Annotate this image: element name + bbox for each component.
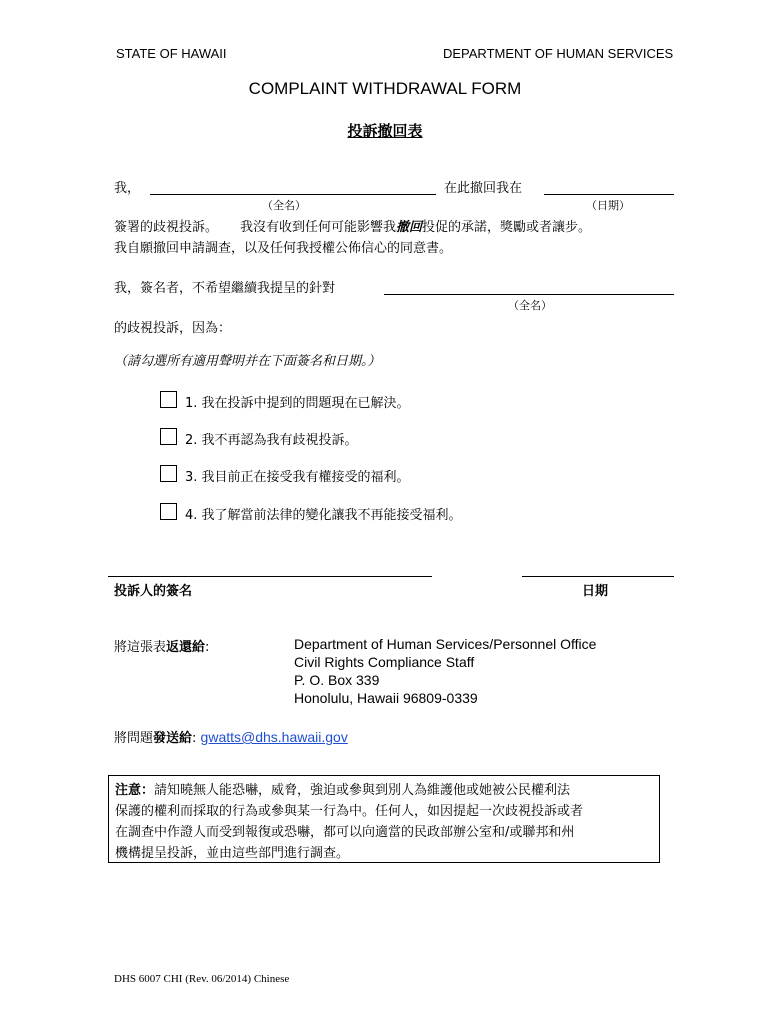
option-2-label: 2. 我不再認為我有歧視投訴。 — [185, 433, 358, 448]
address-line: P. O. Box 339 — [294, 672, 380, 688]
notice-box — [108, 775, 660, 863]
name-caption: （全名） — [262, 199, 306, 212]
page-subtitle: 投訴撤回表 — [347, 122, 423, 140]
header-department: DEPARTMENT OF HUMAN SERVICES — [443, 46, 674, 61]
return-address — [294, 635, 596, 707]
para2-name-caption: （全名） — [508, 299, 552, 312]
return-label-a: 將這張表 — [114, 640, 167, 655]
header-state: STATE OF HAWAII — [116, 46, 227, 61]
notice-label: 注意： — [115, 783, 155, 798]
page-title: COMPLAINT WITHDRAWAL FORM — [248, 79, 522, 98]
para1-line2-b: 我沒有收到任何可能影響我 — [240, 220, 397, 235]
option-4-checkbox[interactable] — [160, 503, 177, 520]
return-label-colon: : — [205, 640, 210, 655]
option-1-checkbox[interactable] — [160, 391, 177, 408]
signer-label: 投訴人的簽名 — [114, 584, 193, 599]
para2-line2: 的歧視投訴，因為： — [114, 321, 232, 336]
option-4-label: 4. 我了解當前法律的變化讓我不再能接受福利。 — [185, 508, 462, 523]
return-label-bold: 返還給 — [166, 640, 206, 655]
para1-line3: 我自願撤回申請調查，以及任何我授權公佈信心的同意書。 — [114, 241, 453, 256]
respondent-name-field[interactable] — [384, 294, 674, 295]
instruction-text: （請勾選所有適用聲明并在下面簽名和日期。） — [114, 354, 381, 369]
notice-line: 機構提呈投訴，並由這些部門進行調查。 — [115, 846, 350, 861]
full-name-field[interactable] — [150, 194, 436, 195]
para1-line2 — [114, 216, 591, 235]
para1-line2-bold: 撤回 — [396, 220, 423, 235]
send-label — [114, 727, 348, 746]
option-2-checkbox[interactable] — [160, 428, 177, 445]
address-line: Civil Rights Compliance Staff — [294, 654, 475, 670]
send-label-a: 將問題 — [114, 731, 154, 746]
para2-line1: 我，簽名者，不希望繼續我提呈的針對 — [114, 281, 336, 296]
para1-line2-a: 簽署的歧視投訴。 — [114, 220, 219, 235]
option-1-label: 1. 我在投訴中提到的問題現在已解決。 — [185, 396, 410, 411]
para1-withdraw-on: 在此撤回我在 — [444, 181, 523, 196]
form-number: DHS 6007 CHI (Rev. 06/2014) Chinese — [114, 973, 290, 985]
notice-line: 保護的權利而採取的行為或參與某一行為中。任何人，如因提起一次歧視投訴或者 — [115, 804, 584, 819]
signature-date-field[interactable] — [522, 576, 674, 577]
notice-line — [115, 780, 653, 801]
date-caption: （日期） — [586, 199, 630, 212]
send-label-colon: : — [192, 731, 201, 746]
email-link[interactable]: gwatts@dhs.hawaii.gov — [200, 729, 348, 745]
notice-line: 在調查中作證人而受到報復或恐嚇，都可以向適當的民政部辦公室和/或聯邦和州 — [115, 825, 575, 840]
address-line: Honolulu, Hawaii 96809-0339 — [294, 690, 478, 706]
option-3-label: 3. 我目前正在接受我有權接受的福利。 — [185, 470, 410, 485]
para1-i: 我， — [114, 181, 141, 196]
return-label — [114, 636, 209, 655]
para1-line2-c: 投促的承諾，獎勵或者讓步。 — [422, 220, 592, 235]
date-label: 日期 — [582, 584, 609, 599]
address-line: Department of Human Services/Personnel Office — [294, 636, 597, 652]
option-3-checkbox[interactable] — [160, 465, 177, 482]
send-label-bold: 發送給 — [153, 731, 193, 746]
complaint-date-field[interactable] — [544, 194, 674, 195]
notice-text: 請知曉無人能恐嚇，威脅，強迫或參與到別人為維護他或她被公民權利法 — [154, 783, 571, 798]
signature-field[interactable] — [108, 576, 432, 577]
